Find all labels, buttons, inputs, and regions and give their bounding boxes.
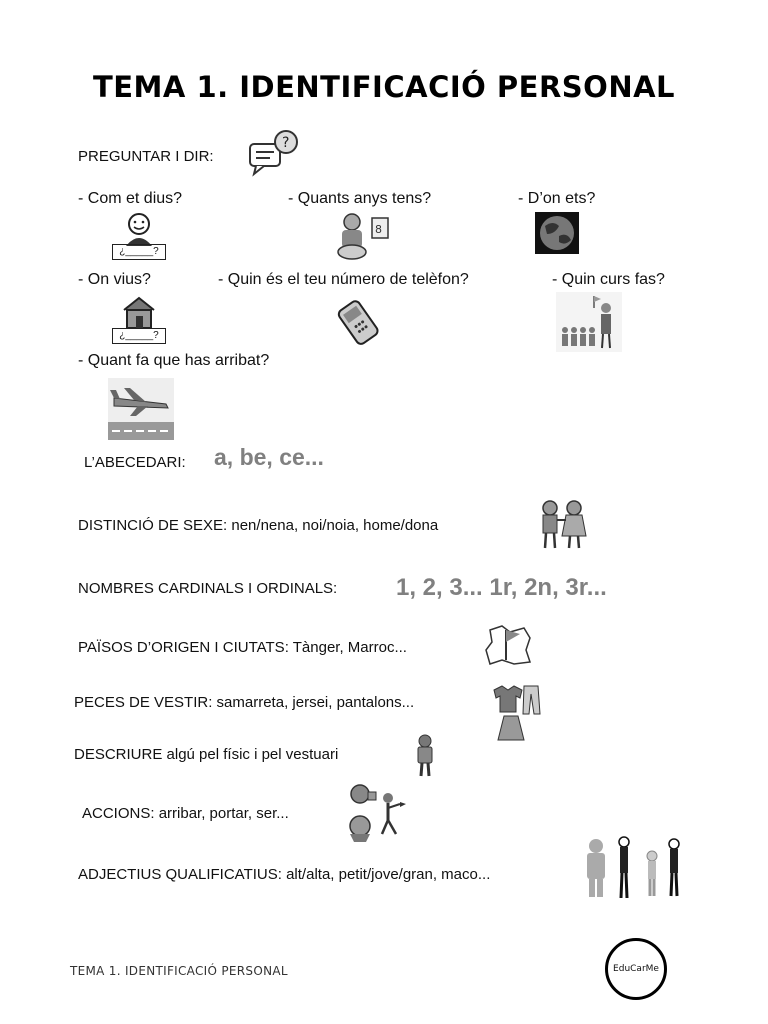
footer-text: TEMA 1. IDENTIFICACIÓ PERSONAL xyxy=(70,964,288,978)
peces-text: samarreta, jersei, pantalons... xyxy=(216,694,415,711)
descriure-text: algú pel físic i pel vestuari xyxy=(166,746,339,763)
clothes-icon xyxy=(488,684,542,742)
abecedari-label: L’ABECEDARI: xyxy=(84,454,186,471)
airplane-icon xyxy=(108,378,174,440)
accions-row xyxy=(82,805,289,822)
preguntar-heading: PREGUNTAR I DIR: xyxy=(78,148,214,165)
speech-bubble-question-icon xyxy=(248,128,304,178)
address-card: ¿_____? xyxy=(112,328,166,344)
question-origin: - D’on ets? xyxy=(518,190,596,207)
peces-row xyxy=(74,694,414,711)
question-name: - Com et dius? xyxy=(78,190,183,207)
birthday-girl-icon xyxy=(334,212,392,262)
question-arrival: - Quant fa que has arribat? xyxy=(78,352,270,369)
globe-icon xyxy=(535,212,579,254)
flag-map-icon xyxy=(484,622,534,668)
people-sizes-icon xyxy=(582,836,684,900)
sexe-row xyxy=(78,517,438,534)
person-icon xyxy=(412,734,438,778)
mobile-phone-icon xyxy=(334,300,384,344)
page-title: TEMA 1. IDENTIFICACIÓ PERSONAL xyxy=(92,70,676,104)
adjectius-text: alt/alta, petit/jove/gran, maco... xyxy=(286,866,491,883)
paisos-row xyxy=(78,639,407,656)
adjectius-label: ADJECTIUS QUALIFICATIUS: xyxy=(78,866,282,883)
question-age: - Quants anys tens? xyxy=(288,190,432,207)
question-address: - On vius? xyxy=(78,271,151,288)
nombres-example: 1, 2, 3... 1r, 2n, 3r... xyxy=(396,574,607,601)
name-card: ¿_____? xyxy=(112,244,166,260)
sexe-label: DISTINCIÓ DE SEXE: xyxy=(78,517,228,534)
accions-label: ACCIONS: xyxy=(82,805,155,822)
house-icon xyxy=(112,296,166,346)
question-phone: - Quin és el teu número de telèfon? xyxy=(218,271,469,288)
nombres-label: NOMBRES CARDINALS I ORDINALS: xyxy=(78,580,338,597)
abecedari-example: a, be, ce... xyxy=(214,444,324,470)
educarme-logo: EduCarMe xyxy=(605,938,667,1000)
descriure-row xyxy=(74,746,338,763)
boy-girl-icon xyxy=(536,498,590,550)
paisos-text: Tànger, Marroc... xyxy=(292,639,407,656)
paisos-label: PAÏSOS D’ORIGEN I CIUTATS: xyxy=(78,639,289,656)
peces-label: PECES DE VESTIR: xyxy=(74,694,213,711)
actions-icon xyxy=(344,782,406,842)
sexe-text: nen/nena, noi/noia, home/dona xyxy=(231,517,439,534)
person-name-icon xyxy=(112,212,166,262)
question-course: - Quin curs fas? xyxy=(552,271,665,288)
svg-text:8: 8 xyxy=(375,223,382,236)
adjectius-row xyxy=(78,866,490,883)
svg-text:?: ? xyxy=(282,135,290,151)
classroom-icon xyxy=(556,292,622,352)
descriure-label: DESCRIURE xyxy=(74,746,163,763)
accions-text: arribar, portar, ser... xyxy=(158,805,289,822)
